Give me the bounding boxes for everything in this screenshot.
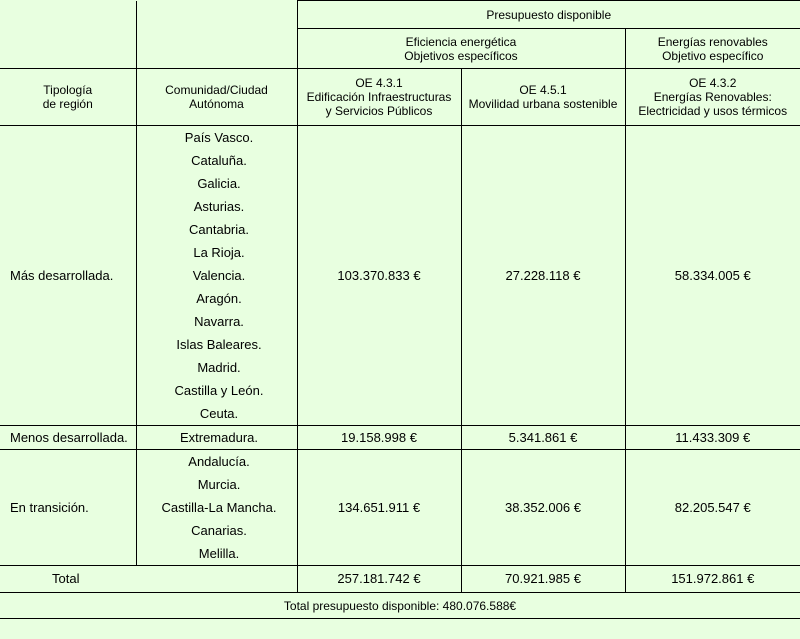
header-row-3	[0, 69, 800, 126]
list-item: Castilla y León.	[174, 383, 264, 398]
community-sublabel: Autónoma	[189, 97, 244, 111]
header-blank-left	[0, 1, 136, 29]
oe431-title-1: Edificación Infraestructuras	[306, 90, 452, 104]
oe432-value: 58.334.005 €	[625, 126, 800, 426]
total-oe431: 257.181.742 €	[297, 566, 461, 593]
renewables-sublabel: Objetivo específico	[662, 48, 764, 63]
list-item: Valencia.	[192, 268, 246, 283]
community-list	[136, 450, 297, 566]
community-label: Comunidad/Ciudad	[165, 83, 268, 97]
oe432-header	[625, 69, 800, 126]
community-list	[136, 126, 297, 426]
region-cell: Menos desarrollada.	[0, 426, 136, 450]
header-blank-left-3	[0, 29, 136, 69]
list-item: Aragón.	[196, 291, 242, 306]
grand-total: Total presupuesto disponible: 480.076.588€	[0, 593, 800, 619]
region-type-header	[0, 69, 136, 126]
efficiency-label: Eficiencia energética	[405, 34, 517, 49]
header-row-1	[0, 1, 800, 29]
header-blank-left-2	[136, 1, 297, 29]
community-list	[136, 426, 297, 450]
list-item: Canarias.	[191, 523, 247, 538]
oe431-value: 134.651.911 €	[297, 450, 461, 566]
community-header	[136, 69, 297, 126]
totals-row	[0, 566, 800, 593]
oe451-value: 5.341.861 €	[461, 426, 625, 450]
list-item: Andalucía.	[188, 454, 250, 469]
renewables-label: Energías renovables	[657, 34, 768, 49]
table-row	[0, 426, 800, 450]
oe451-value: 38.352.006 €	[461, 450, 625, 566]
grand-total-row	[0, 593, 800, 619]
budget-available-header	[297, 1, 800, 29]
total-label-text: Total	[52, 571, 80, 586]
oe432-value: 11.433.309 €	[625, 426, 800, 450]
oe431-code: OE 4.3.1	[355, 76, 403, 90]
oe451-title: Movilidad urbana sostenible	[468, 97, 618, 111]
efficiency-sublabel: Objetivos específicos	[404, 48, 518, 63]
oe451-code: OE 4.5.1	[519, 83, 567, 97]
list-item: Cantabria.	[189, 222, 249, 237]
total-oe451: 70.921.985 €	[461, 566, 625, 593]
list-item: Murcia.	[197, 477, 241, 492]
budget-available-label: Presupuesto disponible	[486, 7, 612, 22]
oe431-value: 103.370.833 €	[297, 126, 461, 426]
list-item: Melilla.	[198, 546, 240, 561]
list-item: Galicia.	[197, 176, 241, 191]
total-oe432: 151.972.861 €	[625, 566, 800, 593]
region-cell: En transición.	[0, 450, 136, 566]
oe431-title-2: y Servicios Públicos	[325, 104, 433, 118]
total-label	[0, 566, 297, 593]
header-row-2	[0, 29, 800, 69]
renewables-header	[625, 29, 800, 69]
oe431-header	[297, 69, 461, 126]
oe432-code: OE 4.3.2	[689, 76, 737, 90]
list-item: Islas Baleares.	[176, 337, 262, 352]
oe431-value: 19.158.998 €	[297, 426, 461, 450]
list-item: Cataluña.	[191, 153, 247, 168]
oe432-value: 82.205.547 €	[625, 450, 800, 566]
list-item: Asturias.	[193, 199, 245, 214]
header-blank-left-4	[136, 29, 297, 69]
region-cell: Más desarrollada.	[0, 126, 136, 426]
list-item: País Vasco.	[184, 130, 254, 145]
list-item: Ceuta.	[199, 406, 239, 421]
list-item: Castilla-La Mancha.	[161, 500, 277, 515]
region-type-label: Tipología	[43, 83, 93, 97]
oe432-title-1: Energías Renovables:	[653, 90, 772, 104]
region-type-sublabel: de región	[42, 97, 93, 111]
list-item: Extremadura.	[179, 430, 259, 445]
table-row	[0, 450, 800, 566]
oe451-value: 27.228.118 €	[461, 126, 625, 426]
list-item: La Rioja.	[193, 245, 245, 260]
oe432-title-2: Electricidad y usos térmicos	[638, 104, 788, 118]
list-item: Navarra.	[194, 314, 244, 329]
oe451-header	[461, 69, 625, 126]
efficiency-header	[297, 29, 625, 69]
table-row	[0, 126, 800, 426]
list-item: Madrid.	[197, 360, 241, 375]
